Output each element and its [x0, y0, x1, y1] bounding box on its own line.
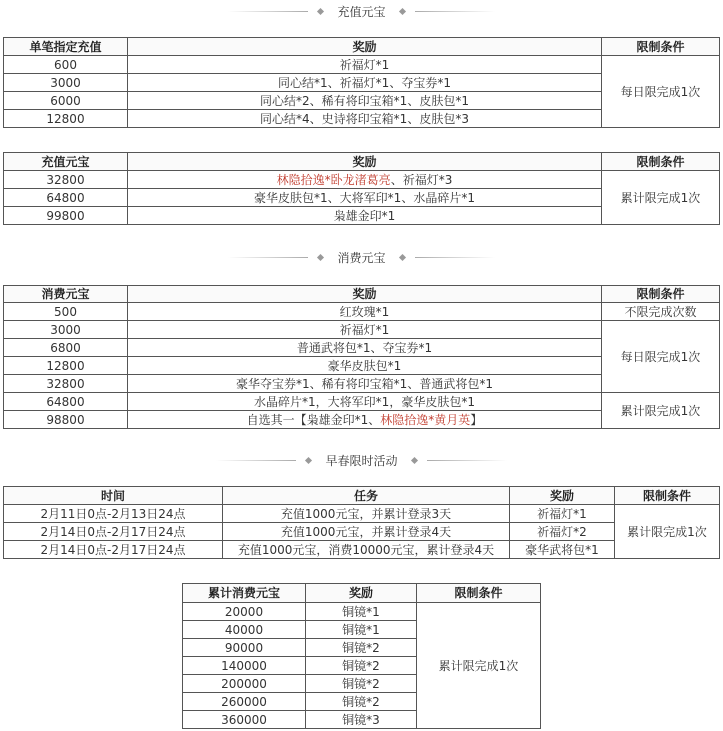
reward-cell: 铜镜*2: [306, 657, 417, 675]
reward-cell: 祈福灯*2: [510, 523, 615, 541]
reward-cell: 祈福灯*1: [128, 56, 602, 74]
reward-cell: 祈福灯*1: [510, 505, 615, 523]
amount-cell: 6800: [4, 339, 128, 357]
table-row: [4, 523, 720, 541]
amount-cell: 32800: [4, 375, 128, 393]
header-cell: 限制条件: [602, 38, 720, 56]
header-cell: 奖励: [128, 286, 602, 303]
header-cell: 充值元宝: [4, 153, 128, 171]
table-row: [4, 321, 720, 339]
amount-cell: 600: [4, 56, 128, 74]
reward-cell: 豪华夺宝券*1、稀有将印宝箱*1、普通武将包*1: [128, 375, 602, 393]
table-row: [183, 603, 541, 621]
diamond-icon: [398, 7, 405, 14]
amount-cell: 6000: [4, 92, 128, 110]
reward-cell: 铜镜*2: [306, 693, 417, 711]
reward-highlight: 林隐拾逸*卧龙渚葛亮: [276, 172, 391, 187]
header-cell: 奖励: [128, 38, 602, 56]
spring-event-table: [3, 486, 720, 559]
amount-cell: 90000: [183, 639, 306, 657]
cumulative-consume-table: [182, 583, 541, 729]
reward-cell: 铜镜*1: [306, 621, 417, 639]
reward-cell: 同心结*4、史诗将印宝箱*1、皮肤包*3: [128, 110, 602, 128]
header-cell: 奖励: [306, 584, 417, 603]
amount-cell: 40000: [183, 621, 306, 639]
limit-cell: 不限完成次数: [602, 303, 720, 321]
table-row: [4, 505, 720, 523]
header-cell: 累计消费元宝: [183, 584, 306, 603]
table-row: [4, 393, 720, 411]
reward-text: 自选其一【枭雄金印*1、: [246, 412, 381, 427]
divider-right: [415, 11, 495, 12]
section-title-recharge: 充值元宝: [0, 1, 723, 21]
amount-cell: 99800: [4, 207, 128, 225]
limit-cell: 累计限完成1次: [602, 393, 720, 429]
diamond-icon: [305, 456, 312, 463]
consume-table: [3, 285, 720, 429]
amount-cell: 12800: [4, 110, 128, 128]
reward-cell: 豪华武将包*1: [510, 541, 615, 559]
reward-cell: 同心结*1、祈福灯*1、夺宝券*1: [128, 74, 602, 92]
diamond-icon: [317, 7, 324, 14]
amount-cell: 3000: [4, 321, 128, 339]
amount-cell: 98800: [4, 411, 128, 429]
table-row: [4, 303, 720, 321]
amount-cell: 20000: [183, 603, 306, 621]
header-cell: 奖励: [510, 487, 615, 505]
reward-cell: 水晶碎片*1，大将军印*1，豪华皮肤包*1: [128, 393, 602, 411]
table-row: [4, 171, 720, 189]
divider-left: [216, 460, 296, 461]
reward-cell: 普通武将包*1、夺宝券*1: [128, 339, 602, 357]
header-cell: 单笔指定充值: [4, 38, 128, 56]
reward-text: 】: [470, 412, 483, 427]
reward-highlight: 林隐拾逸*黄月英: [380, 412, 471, 427]
amount-cell: 360000: [183, 711, 306, 729]
reward-cell: 豪华皮肤包*1、大将军印*1、水晶碎片*1: [128, 189, 602, 207]
header-cell: 奖励: [128, 153, 602, 171]
amount-cell: 12800: [4, 357, 128, 375]
header-cell: 任务: [223, 487, 510, 505]
section-title-consume: 消费元宝: [0, 247, 723, 267]
amount-cell: 500: [4, 303, 128, 321]
reward-cell: 同心结*2、稀有将印宝箱*1、皮肤包*1: [128, 92, 602, 110]
task-cell: 充值1000元宝，消费10000元宝，累计登录4天: [223, 541, 510, 559]
limit-cell: 每日限完成1次: [602, 321, 720, 393]
limit-cell: 累计限完成1次: [615, 505, 720, 559]
limit-cell: 每日限完成1次: [602, 56, 720, 128]
amount-cell: 140000: [183, 657, 306, 675]
header-cell: 限制条件: [602, 153, 720, 171]
reward-cell: 铜镜*2: [306, 639, 417, 657]
reward-cell: 铜镜*2: [306, 675, 417, 693]
limit-cell: 累计限完成1次: [602, 171, 720, 225]
time-cell: 2月11日0点-2月13日24点: [4, 505, 223, 523]
amount-cell: 32800: [4, 171, 128, 189]
amount-cell: 200000: [183, 675, 306, 693]
amount-cell: 64800: [4, 393, 128, 411]
divider-left: [228, 11, 308, 12]
reward-cell: 枭雄金印*1: [128, 207, 602, 225]
reward-cell: 祈福灯*1: [128, 321, 602, 339]
time-cell: 2月14日0点-2月17日24点: [4, 523, 223, 541]
header-cell: 限制条件: [417, 584, 541, 603]
reward-text: 、祈福灯*3: [390, 172, 453, 187]
amount-cell: 64800: [4, 189, 128, 207]
header-cell: 限制条件: [615, 487, 720, 505]
divider-right: [427, 460, 507, 461]
header-cell: 消费元宝: [4, 286, 128, 303]
recharge-single-table: [3, 37, 720, 128]
diamond-icon: [398, 253, 405, 260]
reward-cell: 红玫瑰*1: [128, 303, 602, 321]
reward-cell: [128, 411, 602, 429]
divider-left: [228, 257, 308, 258]
task-cell: 充值1000元宝，并累计登录3天: [223, 505, 510, 523]
diamond-icon: [317, 253, 324, 260]
reward-cell: 铜镜*3: [306, 711, 417, 729]
amount-cell: 260000: [183, 693, 306, 711]
amount-cell: 3000: [4, 74, 128, 92]
table-row: [4, 56, 720, 74]
section-title-spring: 早春限时活动: [0, 450, 723, 470]
reward-cell: 豪华皮肤包*1: [128, 357, 602, 375]
diamond-icon: [410, 456, 417, 463]
time-cell: 2月14日0点-2月17日24点: [4, 541, 223, 559]
header-cell: 限制条件: [602, 286, 720, 303]
header-cell: 时间: [4, 487, 223, 505]
table-row: [4, 541, 720, 559]
limit-cell: 累计限完成1次: [417, 603, 541, 729]
recharge-cumulative-table: [3, 152, 720, 225]
task-cell: 充值1000元宝，并累计登录4天: [223, 523, 510, 541]
reward-cell: [128, 171, 602, 189]
divider-right: [415, 257, 495, 258]
reward-cell: 铜镜*1: [306, 603, 417, 621]
